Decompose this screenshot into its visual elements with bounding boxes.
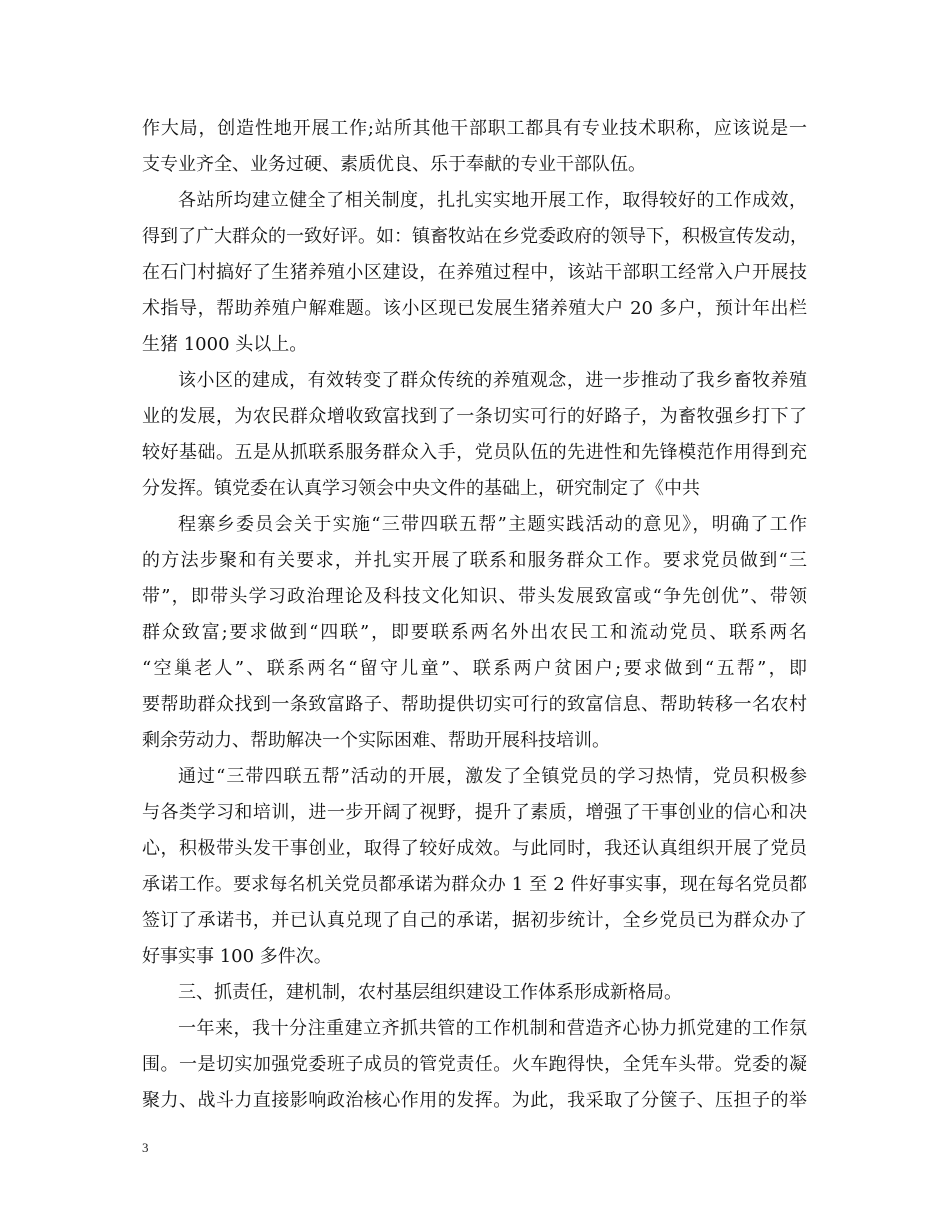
- text-line: 心，积极带头发干事创业，取得了较好成效。与此同时，我还认真组织开展了党员: [142, 838, 807, 859]
- text-line: 业的发展，为农民群众增收致富找到了一条切实可行的好路子，为畜牧强乡打下了: [142, 406, 807, 427]
- text-line: 与各类学习和培训，进一步开阔了视野，提升了素质，增强了干事创业的信心和决: [142, 802, 807, 823]
- text-line: 较好基础。五是从抓联系服务群众入手，党员队伍的先进性和先锋模范作用得到充: [142, 442, 807, 463]
- text-line: 分发挥。镇党委在认真学习领会中央文件的基础上，研究制定了《中共: [142, 478, 700, 499]
- text-line: 一年来，我十分注重建立齐抓共管的工作机制和营造齐心协力抓党建的工作氛: [178, 1018, 807, 1039]
- text-line: 支专业齐全、业务过硬、素质优良、乐于奉献的专业干部队伍。: [142, 154, 646, 175]
- section-heading: 三、抓责任，建机制，农村基层组织建设工作体系形成新格局。: [178, 982, 682, 1003]
- text-line: 要帮助群众找到一条致富路子、帮助提供切实可行的致富信息、帮助转移一名农村: [142, 694, 807, 715]
- text-line: 好事实事 100 多件次。: [142, 946, 332, 967]
- text-line: 术指导，帮助养殖户解难题。该小区现已发展生猪养殖大户 20 多户，预计年出栏: [142, 298, 807, 319]
- text-line: 签订了承诺书，并已认真兑现了自己的承诺，据初步统计，全乡党员已为群众办了: [142, 910, 807, 931]
- text-line: 程寨乡委员会关于实施“三带四联五帮”主题实践活动的意见》，明确了工作: [178, 514, 807, 535]
- text-line: 聚力、战斗力直接影响政治核心作用的发挥。为此，我采取了分箧子、压担子的举: [142, 1090, 807, 1111]
- page-number: 3: [142, 1140, 149, 1155]
- text-line: 通过“三带四联五帮”活动的开展，激发了全镇党员的学习热情，党员积极参: [178, 766, 807, 787]
- text-line: 各站所均建立健全了相关制度，扎扎实实地开展工作，取得较好的工作成效，: [178, 190, 807, 211]
- text-line: 承诺工作。要求每名机关党员都承诺为群众办 1 至 2 件好事实事，现在每名党员都: [142, 874, 807, 895]
- text-line: 剩余劳动力、帮助解决一个实际困难、帮助开展科技培训。: [142, 730, 610, 751]
- text-line: “空巢老人”、联系两名“留守儿童”、联系两户贫困户;要求做到“五帮”，即: [142, 658, 807, 679]
- text-line: 作大局，创造性地开展工作;站所其他干部职工都具有专业技术职称，应该说是一: [142, 118, 807, 139]
- text-line: 生猪 1000 头以上。: [142, 334, 308, 355]
- text-line: 该小区的建成，有效转变了群众传统的养殖观念，进一步推动了我乡畜牧养殖: [178, 370, 807, 391]
- text-line: 的方法步聚和有关要求，并扎实开展了联系和服务群众工作。要求党员做到“三: [142, 550, 807, 571]
- text-line: 得到了广大群众的一致好评。如：镇畜牧站在乡党委政府的领导下，积极宣传发动，: [142, 226, 808, 247]
- text-line: 带”，即带头学习政治理论及科技文化知识、带头发展致富或“争先创优”、带领: [142, 586, 807, 607]
- text-line: 群众致富;要求做到“四联”，即要联系两名外出农民工和流动党员、联系两名: [142, 622, 807, 643]
- text-line: 围。一是切实加强党委班子成员的管党责任。火车跑得快，全凭车头带。党委的凝: [142, 1054, 807, 1075]
- text-line: 在石门村搞好了生猪养殖小区建设，在养殖过程中，该站干部职工经常入户开展技: [142, 262, 807, 283]
